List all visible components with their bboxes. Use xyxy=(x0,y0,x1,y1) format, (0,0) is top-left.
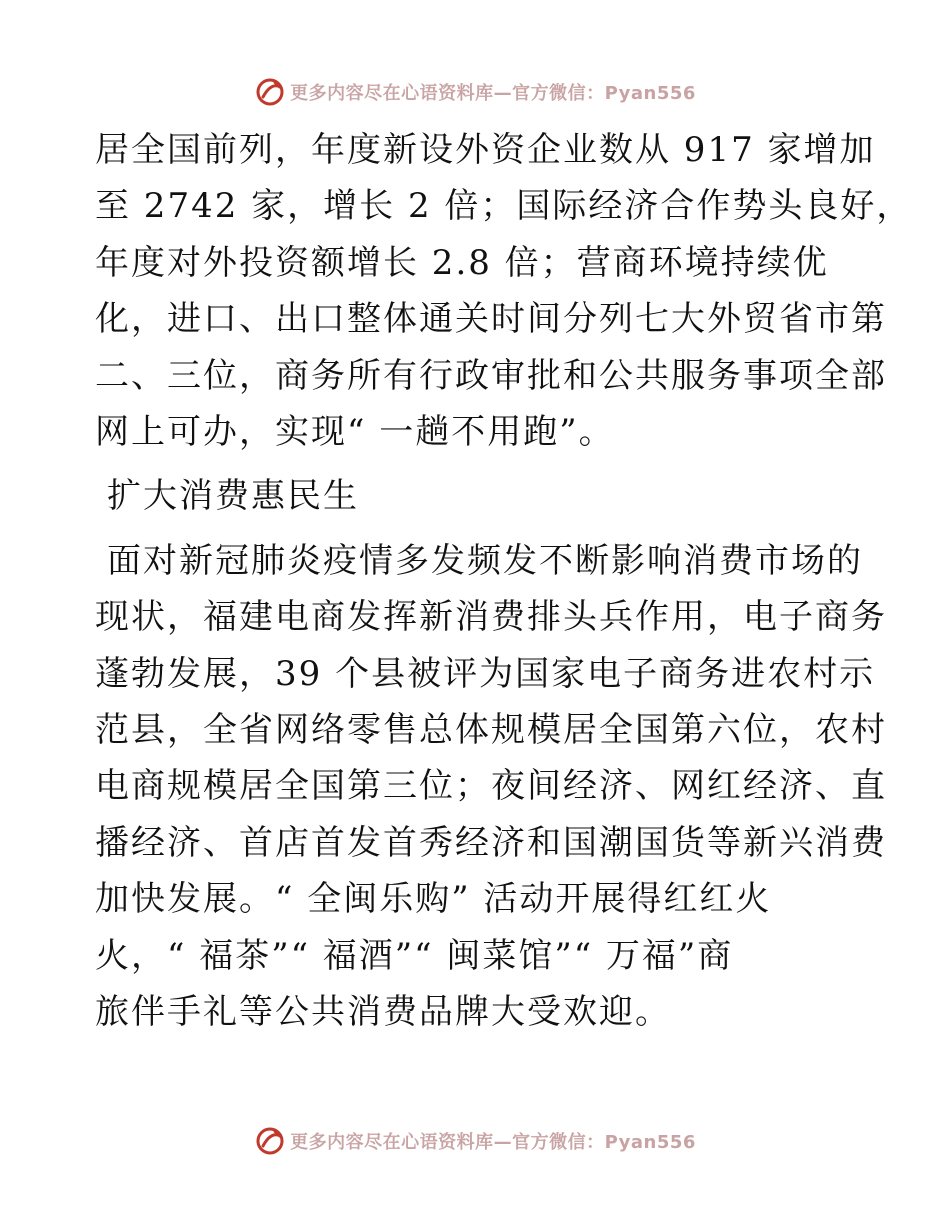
footer-watermark-text: 更多内容尽在心语资料库—官方微信：Pyan556 xyxy=(290,1132,696,1153)
body-line: 火，“ 福茶”“ 福酒”“ 闽菜馆”“ 万福”商 xyxy=(95,935,734,976)
document-body xyxy=(95,122,913,1041)
body-line: 面对新冠肺炎疫情多发频发不断影响消费市场的 xyxy=(107,540,863,581)
body-line: 年度对外投资额增长 2.8 倍；营商环境持续优 xyxy=(95,242,829,283)
body-line: 化，进口、出口整体通关时间分列七大外贸省市第 xyxy=(95,299,887,340)
body-line: 居全国前列，年度新设外资企业数从 917 家增加 xyxy=(95,130,876,170)
body-line: 网上可办，实现“ 一趟不用跑”。 xyxy=(95,412,615,453)
footer-watermark-banner xyxy=(0,1119,950,1163)
body-line: 至 2742 家，增长 2 倍；国际经济合作势头良好， xyxy=(95,186,913,227)
header-watermark-text: 更多内容尽在心语资料库—官方微信：Pyan556 xyxy=(290,83,696,104)
brand-logo-icon xyxy=(254,1125,286,1157)
header-watermark-banner xyxy=(0,70,950,114)
body-line: 蓬勃发展，39 个县被评为国家电子商务进农村示 xyxy=(95,653,876,694)
body-line: 范县，全省网络零售总体规模居全国第六位，农村 xyxy=(95,710,887,751)
body-line: 现状，福建电商发挥新消费排头兵作用，电子商务 xyxy=(95,597,887,638)
section-heading: 扩大消费惠民生 xyxy=(107,476,359,517)
body-line: 二、三位，商务所有行政审批和公共服务事项全部 xyxy=(95,355,887,396)
body-line: 旅伴手礼等公共消费品牌大受欢迎。 xyxy=(95,992,671,1033)
body-line: 加快发展。“ 全闽乐购” 活动开展得红红火 xyxy=(95,879,772,920)
body-line: 电商规模居全国第三位；夜间经济、网红经济、直 xyxy=(95,766,887,807)
brand-logo-icon xyxy=(254,76,286,108)
body-line: 播经济、首店首发首秀经济和国潮国货等新兴消费 xyxy=(95,822,887,863)
